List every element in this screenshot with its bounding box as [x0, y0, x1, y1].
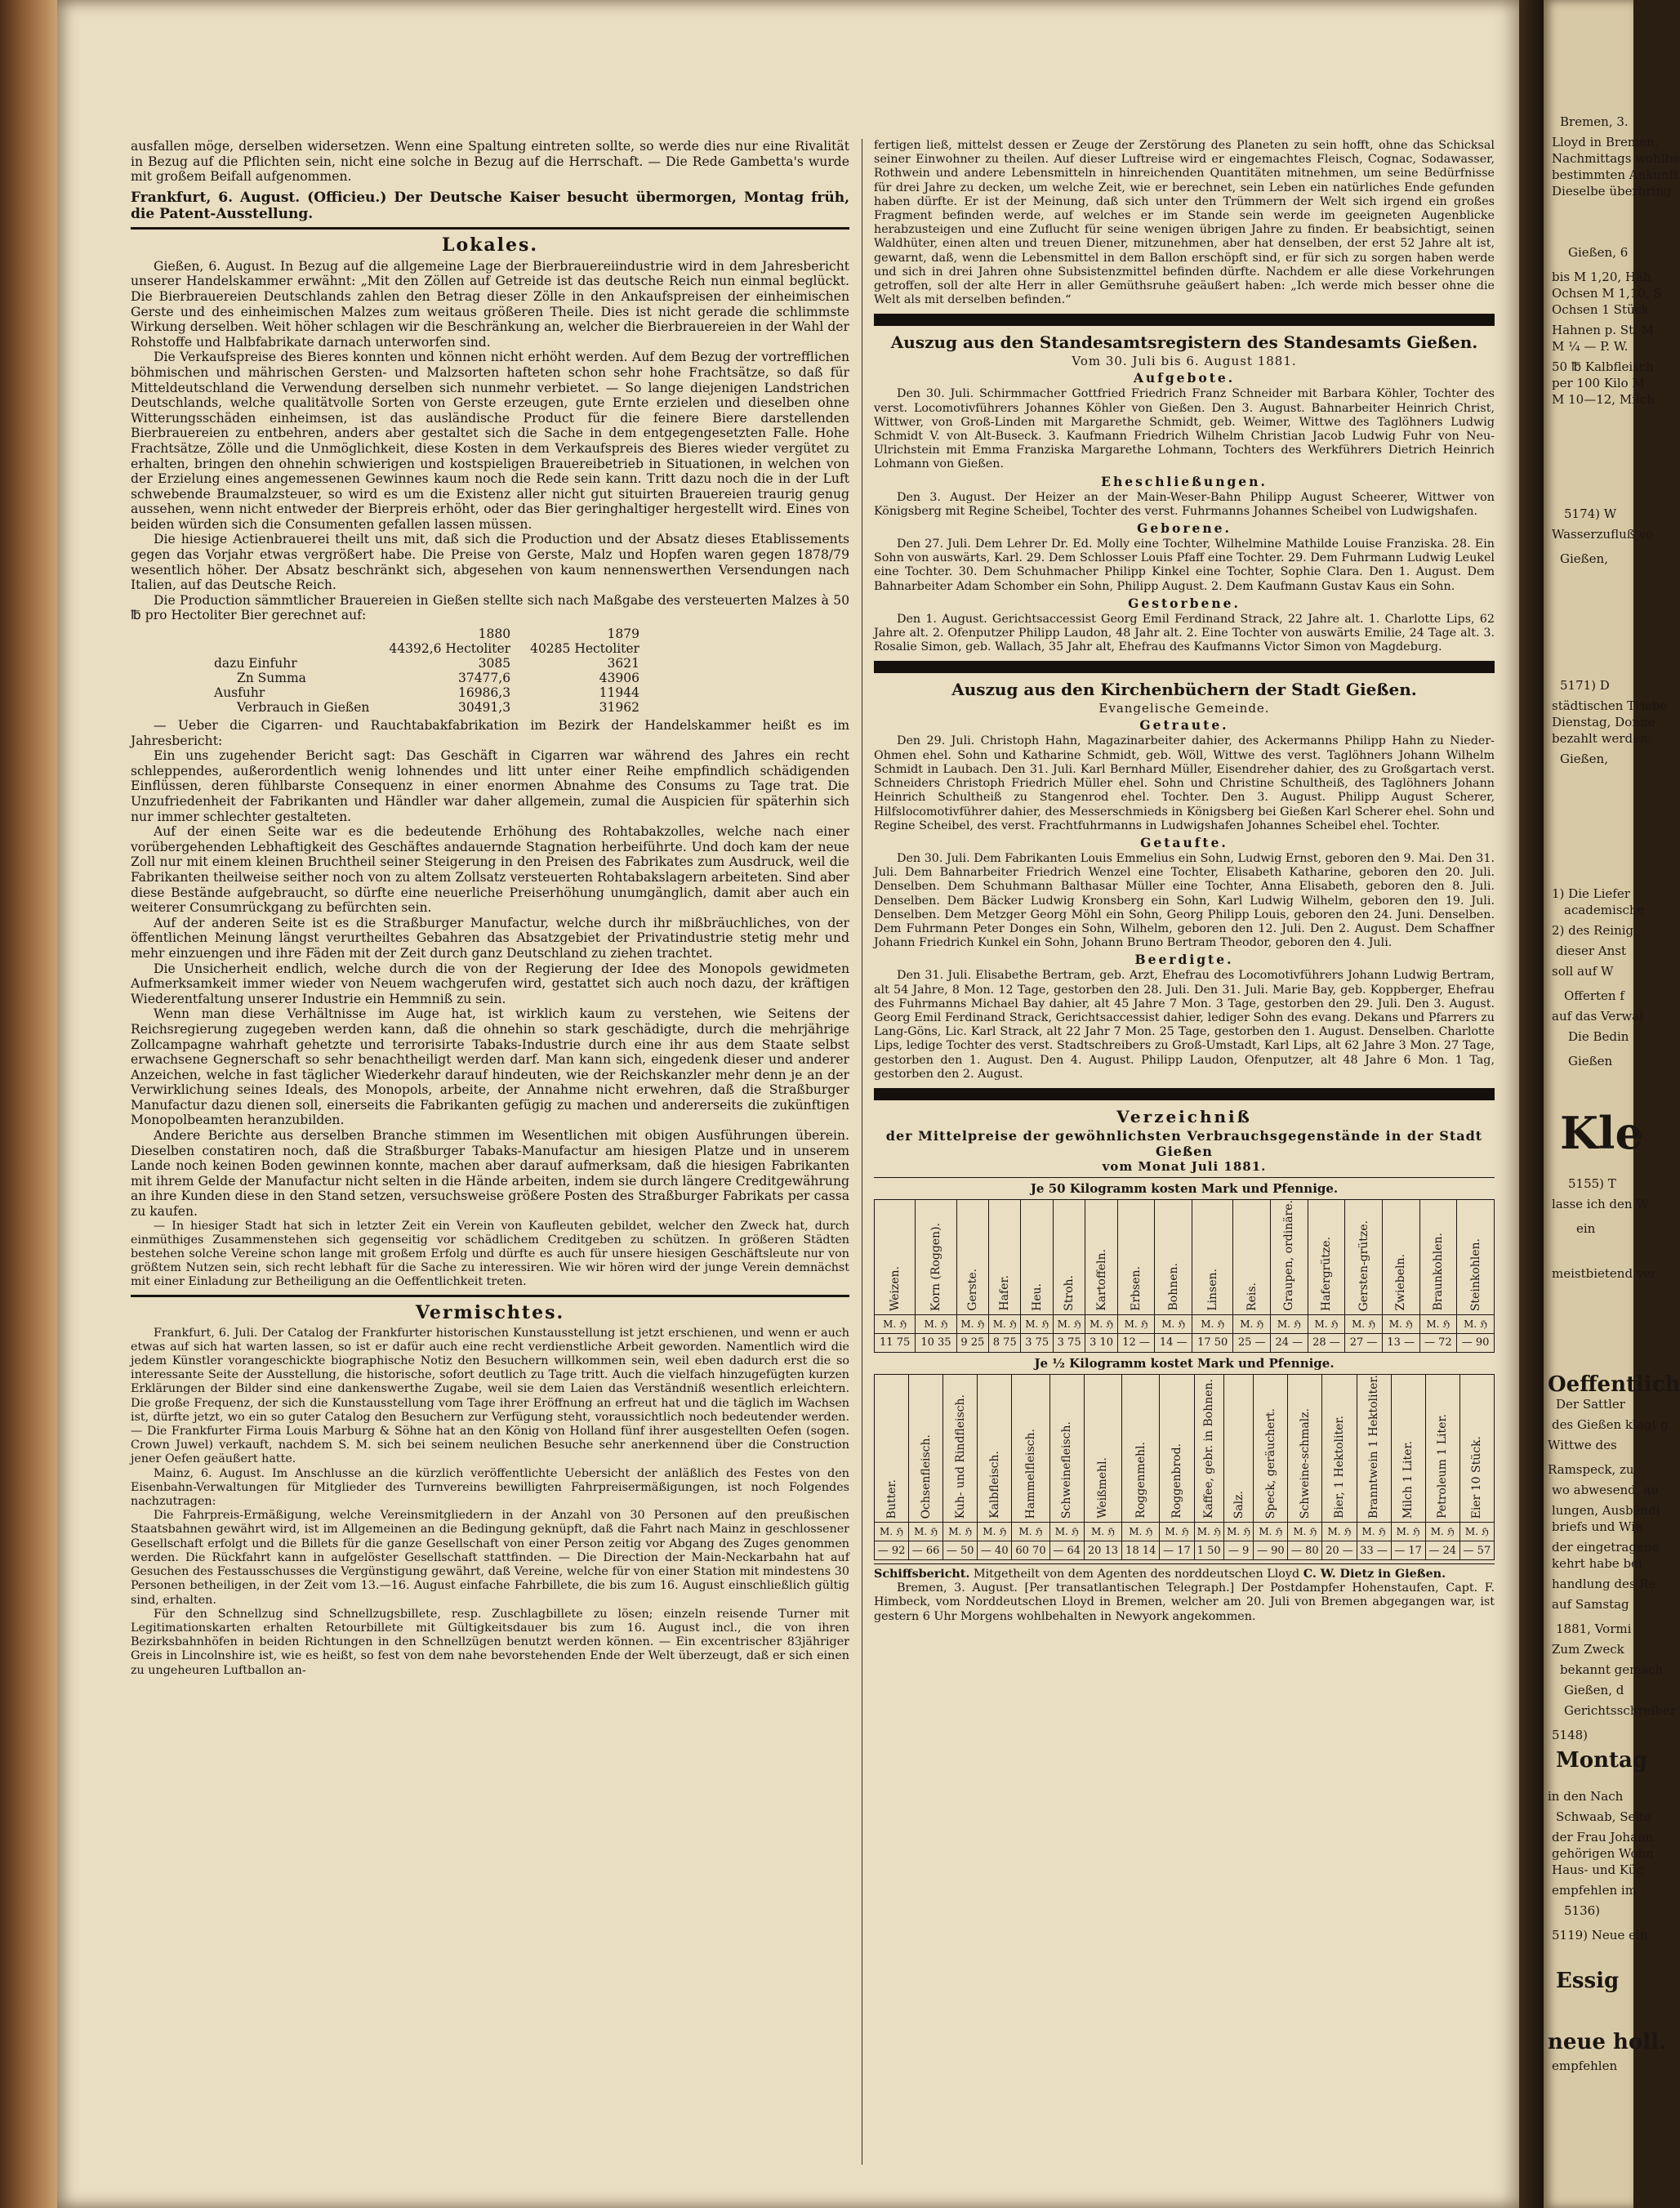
lokales-paragraph-9: Die Unsicherheit endlich, welche durch die von der Regierung der Idee des Monopols gewidmeten Aufmerksamkeit immer wieder von Neuem wachgerufen wird, gestattet sich auch noch dazu, der kräftigen Wiederentfaltung unserer Industrie ein Hemmniß zu sein. — [131, 961, 849, 1006]
adjacent-page-fragment: Hahnen p. St. M — [1552, 323, 1654, 337]
table-unit-cell: M. ℌ — [989, 1314, 1021, 1333]
table-cell: — 17 — [1391, 1541, 1425, 1560]
table-column-header: Speck, geräuchert. — [1254, 1374, 1288, 1522]
adjacent-page-fragment: der eingetragene — [1552, 1540, 1660, 1555]
adjacent-page-fragment: 5119) Neue ein — [1552, 1928, 1648, 1943]
adjacent-page-fragment: 5155) T — [1568, 1176, 1616, 1191]
table-cell: 3 75 — [1021, 1333, 1053, 1352]
table-column-header: Roggenbrod. — [1160, 1374, 1194, 1522]
table-column-header: Eier 10 Stück. — [1459, 1374, 1494, 1522]
adjacent-page-fragment: 1) Die Liefer — [1552, 886, 1630, 901]
balloon-story: fertigen ließ, mittelst dessen er Zeuge der Zerstörung des Planeten zu sein hofft, ohne das Schicksal seiner Einwohner zu theilen. Auf dieser Luftreise wird er eingemachtes Fleisch, Cognac, Sodawasser, Rothwein und andere Lebensmitteln in hinreichenden Quantitäten mitnehmen, um seine Bedürfnisse für drei Jahre zu decken, um welche Zeit, wie er berechnet, sein Leben ein natürliches Ende gefunden haben dürfte. Er ist der Meinung, daß sich unter den Trümmern der Welt sich irgend ein großes Fragment befinden werde, auf welches er im Stande sein werde im geeigneten Augenblicke herabzusteigen und eine Zuflucht für seine wenigen übrigen Jahre zu finden. Er beabsichtigt, seinen Waldhüter, einen alten und treuen Diener, mitzunehmen, aber hat denselben, der erst 52 Jahre alt ist, gewarnt, daß, wenn die Lebensmittel in dem Ballon erschöpft sind, er für sich zu sorgen haben werde und sich in drei Jahren ohne Subsistenzmittel befinden dürfte. Nachdem er alle diese Vorkehrungen getroffen, soll der alte Herr in aller Gemüthsruhe geäußert haben: „Ich werde mich besser ohne die Welt als mit derselben befinden.“ — [874, 139, 1495, 307]
schiffsbericht-text: Bremen, 3. August. [Per transatlantischen Telegraph.] Der Postdampfer Hohenstaufen, Capt. F. Himbeck, vom Norddeutschen Lloyd in Bremen, welcher am 20. Juli von Bremen abgegangen war, ist gestern 6 Uhr Morgens wohlbehalten in Newyork angekommen. — [874, 1581, 1495, 1623]
table-unit-cell: M. ℌ — [1322, 1523, 1357, 1541]
table-cell: — 17 — [1160, 1541, 1194, 1560]
table-unit-row — [875, 1523, 1495, 1541]
adjacent-page-fragment: Gerichtsschreiber — [1564, 1703, 1676, 1718]
table-unit-cell: M. ℌ — [1021, 1314, 1053, 1333]
geborene-text: Den 27. Juli. Dem Lehrer Dr. Ed. Molly eine Tochter, Wilhelmine Mathilde Louise Franziska. 28. Ein Sohn von auswärts, Karl. 29. Dem Schlosser Louis Pfaff eine Tochter. 29. Dem Fuhrmann Ludwig Leukel eine Tochter. 30. Dem Schuhmacher Philipp Kinkel eine Tochter, Sophie Clara. Den 1. August. Dem Bahnarbeiter Adam Schomber ein Sohn, Philipp August. 2. Dem Kaufmann Gustav Kaus ein Sohn. — [874, 538, 1495, 593]
adjacent-page-fragment: Schwaab, Selte — [1556, 1809, 1652, 1824]
adjacent-page-fragment: 1881, Vormi — [1556, 1621, 1632, 1636]
adjacent-page-fragment: Gießen — [1568, 1054, 1613, 1068]
table-unit-cell: M. ℌ — [978, 1523, 1012, 1541]
table-cell: 14 — — [1155, 1333, 1192, 1352]
table-column-header: Weißmehl. — [1084, 1374, 1121, 1522]
divider — [131, 1295, 849, 1297]
adjacent-page-fragment: Haus- und Küc — [1552, 1862, 1643, 1877]
vermischtes-paragraph-4: Für den Schnellzug sind Schnellzugsbillete, resp. Zuschlagbillete zu lösen; einzeln reisende Turner mit Legitimationskarten erhalten Retourbillete mit Gültigkeitsdauer bis zum 16. August incl., die von ihren Bezirksbahnhöfen in beiden Richtungen in den Schnellzügen benutzt werden können. — Ein excentrischer 83jähriger Greis in Lincolnshire ist, wie es heißt, so fest von dem nahe bevorstehenden Ende der Welt überzeugt, daß er sich einen zu ungeheuren Luftballon an- — [131, 1607, 849, 1677]
adjacent-page-fragment: Gießen, — [1560, 752, 1608, 766]
getraute-text: Den 29. Juli. Christoph Hahn, Magazinarbeiter dahier, des Ackermanns Philipp Hahn zu Nieder-Ohmen ehel. Sohn und Katharine Schmidt, geb. Wöll, Wittwe des verst. Taglöhners Johann Wilhelm Schmidt in Laubach. Den 31. Juli. Karl Bernhard Müller, Eisendreher dahier, des zu Großgartach verst. Schneiders Christoph Friedrich Müller ehel. Sohn und Christine Schultheiß, des Taglöhners Johann Heinrich Schultheiß zu Stangenrod ehel. Tochter. Den 3. August. Philipp August Scherer, Hilfslocomotivführer dahier, des Messerschmieds in Königsberg bei Gießen Karl Scherer ehel. Sohn und Regine Scheibel, des verst. Frachtfuhrmanns in Ludwigshafen Johannes Scheibel ehel. Tochter. — [874, 734, 1495, 832]
table-unit-cell: M. ℌ — [943, 1523, 978, 1541]
adjacent-page-fragment: per 100 Kilo M — [1552, 376, 1645, 390]
table-column-header: Erbsen. — [1117, 1199, 1155, 1314]
table2-caption: Je ½ Kilogramm kostet Mark und Pfennige. — [1034, 1355, 1335, 1371]
table-cell: 20 13 — [1084, 1541, 1121, 1560]
table-cell: — 40 — [978, 1541, 1012, 1560]
adjacent-page-edge — [1544, 0, 1680, 2208]
table-column-header: Gersten-grütze. — [1345, 1199, 1383, 1314]
table-column-header: Butter. — [875, 1374, 909, 1522]
table-unit-cell: M. ℌ — [1233, 1314, 1271, 1333]
frankfurt-note: Frankfurt, 6. August. (Officieu.) Der Deutsche Kaiser besucht übermorgen, Montag früh, die Patent-Ausstellung. — [131, 189, 849, 222]
table-cell: 3 75 — [1053, 1333, 1085, 1352]
adjacent-page-fragment: Lloyd in Bremen, — [1552, 135, 1659, 149]
adjacent-page-fragment: empfehlen im — [1552, 1883, 1637, 1898]
getaufte-text: Den 30. Juli. Dem Fabrikanten Louis Emmelius ein Sohn, Ludwig Ernst, geboren den 9. Mai. Den 31. Juli. Dem Bahnarbeiter Friedrich Wenzel eine Tochter, Elisabeth Katharine, geboren den 20. Juli. Denselben. Dem Schuhmann Balthasar Müller eine Tochter, Anna Elisabeth, geboren den 8. Juli. Denselben. Dem Bäcker Ludwig Kronsberg ein Sohn, Karl Ludwig Wilhelm, geboren den 19. Juli. Denselben. Dem Metzger Georg Möhl ein Sohn, Georg Philipp Louis, geboren den 24. Juni. Denselben. Dem Fuhrmann Peter Donges ein Sohn, Wilhelm, geboren den 12. Juli. Den 2. August. Dem Schaffner Johann Friedrich Kunkel ein Sohn, Johann Bruno Bertram Theodor, geboren den 4. Juli. — [874, 851, 1495, 950]
adjacent-page-fragment: lasse ich den W — [1552, 1197, 1649, 1211]
adjacent-page-fragment: meistbietend ver — [1552, 1266, 1657, 1281]
table-column-header: Hafer. — [989, 1199, 1021, 1314]
left-column — [131, 139, 849, 1678]
adjacent-page-fragment: briefs und Wie — [1552, 1519, 1642, 1534]
table-unit-cell: M. ℌ — [1049, 1523, 1084, 1541]
aufgebote-heading: Aufgebote. — [1133, 370, 1236, 386]
stat-row: Ausfuhr 16986,3 11944 — [214, 685, 639, 701]
table-unit-cell: M. ℌ — [1117, 1314, 1155, 1333]
table-unit-cell: M. ℌ — [1345, 1314, 1383, 1333]
price-table-half-kg — [874, 1374, 1495, 1560]
stat-year-1879: 1879 — [607, 627, 639, 642]
getraute-heading: Getraute. — [1139, 717, 1229, 734]
table-cell: — 92 — [875, 1541, 909, 1560]
adjacent-page-fragment: Die Bedin — [1568, 1029, 1629, 1044]
table-unit-cell: M. ℌ — [1084, 1523, 1121, 1541]
table-cell: — 24 — [1425, 1541, 1459, 1560]
gestorbene-heading: Gestorbene. — [1128, 595, 1241, 611]
vermischtes-heading: Vermischtes. — [415, 1301, 565, 1323]
page-gutter — [1519, 0, 1544, 2208]
table-cell: 1 50 — [1194, 1541, 1223, 1560]
standesamt-heading: Auszug aus den Standesamtsregistern des Standesamts Gießen. — [890, 332, 1478, 353]
adjacent-page-fragment: soll auf W — [1552, 964, 1614, 979]
table-column-header: Schweinefleisch. — [1049, 1374, 1084, 1522]
schiffsbericht-intro: Mitgetheilt von dem Agenten des norddeutschen Lloyd — [973, 1568, 1300, 1581]
divider — [874, 1563, 1495, 1564]
table-column-header: Ochsenfleisch. — [909, 1374, 943, 1522]
table-unit-cell: M. ℌ — [909, 1523, 943, 1541]
table-unit-cell: M. ℌ — [1425, 1523, 1459, 1541]
adjacent-page-fragment: städtischen Triebe — [1552, 698, 1668, 713]
divider — [131, 227, 849, 230]
stat-row: 44392,6 Hectoliter 40285 Hectoliter — [389, 641, 639, 657]
table-column-header: Heu. — [1021, 1199, 1053, 1314]
lokales-heading: Lokales. — [441, 234, 539, 256]
kirchen-heading: Auszug aus den Kirchenbüchern der Stadt Gießen. — [951, 680, 1417, 700]
adjacent-page-fragment: Der Sattler — [1556, 1397, 1625, 1412]
table-column-header: Linsen. — [1192, 1199, 1233, 1314]
table-unit-cell: M. ℌ — [1459, 1523, 1494, 1541]
table-cell: — 50 — [943, 1541, 978, 1560]
table-cell: 60 70 — [1012, 1541, 1049, 1560]
table-unit-cell: M. ℌ — [875, 1523, 909, 1541]
ehe-heading: Eheschließungen. — [1101, 473, 1268, 489]
table-cell: 12 — — [1117, 1333, 1155, 1352]
adjacent-page-fragment: Nachmittags wohlbe — [1552, 151, 1680, 166]
table-cell: 20 — — [1322, 1541, 1357, 1560]
adjacent-page-fragment: Wasserzufluß vo — [1552, 527, 1654, 542]
beerdigte-heading: Beerdigte. — [1134, 952, 1234, 968]
table-cell: 10 35 — [916, 1333, 956, 1352]
adjacent-page-fragment: handlung des Re — [1552, 1577, 1656, 1591]
aufgebote-text: Den 30. Juli. Schirmmacher Gottfried Friedrich Franz Schneider mit Barbara Köhler, Tochter des verst. Locomotivführers Johannes Köhler von Gießen. Den 3. August. Bahnarbeiter Heinrich Christ, Wittwer, von Groß-Linden mit Margarethe Schmidt, geb. Weimer, Wittwe des Taglöhners Ludwig Schmidt V. von Alt-Buseck. 3. Kaufmann Friedrich Wilhelm Christian Jacob Ludwig Fuhr von Neu-Ulrichstein mit Emma Franziska Margarethe Lohmann, Tochters des Werkführers Dietrich Heinrich Lohmann von Gießen. — [874, 387, 1495, 471]
table-cell: — 90 — [1457, 1333, 1495, 1352]
book-spine — [0, 0, 57, 2208]
adjacent-page-fragment: ein — [1576, 1221, 1596, 1236]
table-column-header: Stroh. — [1053, 1199, 1085, 1314]
lokales-paragraph-5: — Ueber die Cigarren- und Rauchtabakfabrikation im Bezirk der Handelskammer heißt es im Jahresbericht: — [131, 718, 849, 748]
table1-caption: Je 50 Kilogramm kosten Mark und Pfennige. — [1030, 1180, 1339, 1196]
table-unit-cell: M. ℌ — [1357, 1523, 1391, 1541]
brewery-statistics-table — [204, 627, 649, 715]
adjacent-page-fragment: Offerten f — [1564, 988, 1624, 1003]
adjacent-page-fragment: auf Samstag — [1552, 1597, 1629, 1612]
table-unit-cell: M. ℌ — [1160, 1523, 1194, 1541]
table-column-header: Korn (Roggen). — [916, 1199, 956, 1314]
stat-year-1880: 1880 — [478, 627, 511, 642]
verzeichnis-month: vom Monat Juli 1881. — [1102, 1158, 1267, 1174]
adjacent-page-fragment: dieser Anst — [1556, 943, 1627, 958]
adjacent-page-fragment: 2) des Reinig — [1552, 923, 1634, 938]
adjacent-page-fragment: academische — [1564, 903, 1645, 917]
adjacent-page-fragment: bezahlt werden. — [1552, 731, 1652, 746]
adjacent-page-fragment: 50 ℔ Kalbfleisch — [1552, 359, 1654, 374]
verzeichnis-subheading: der Mittelpreise der gewöhnlichsten Verbrauchsgegenstände in der Stadt Gießen — [885, 1127, 1483, 1159]
table-column-header: Reis. — [1233, 1199, 1271, 1314]
table-unit-cell: M. ℌ — [1288, 1523, 1322, 1541]
lokales-paragraph-12: — In hiesiger Stadt hat sich in letzter Zeit ein Verein von Kaufleuten gebildet, welcher den Zweck hat, durch einmüthiges Zusammenstehen sich gegenseitig vor schädlichem Creditgeben zu schützen. In größeren Städten bestehen solche Vereine schon lange mit großem Erfolg und dürfte es auch für unsere hiesigen Geschäftsleute nur von größtem Nutzen sein, sich recht lebhaft für die Sache zu interessiren. Wie wir hören wird der junge Verein demnächst mit einer Einladung zur Betheiligung an die Oeffentlichkeit treten. — [131, 1219, 849, 1289]
table-cell: — 66 — [909, 1541, 943, 1560]
adjacent-page-fragment: des Gießen klagt g — [1552, 1417, 1669, 1432]
black-bar — [874, 1088, 1495, 1100]
lokales-paragraph-11: Andere Berichte aus derselben Branche stimmen im Wesentlichen mit obigen Ausführungen überein. Dieselben constatiren noch, daß die Straßburger Tabaks-Manufactur am hiesigen Platze und in unserem Lande noch keinen Boden gewinnen konnte, machen aber darauf aufmerksam, daß die hiesigen Fabrikanten mit ihrem Gelde der Manufactur nicht selten in die Hände arbeiten, indem sie durch längere Creditgewährung an ihre Kunden diese in den Stand setzen, versuchsweise größere Posten des Straßburger Fabrikats per cassa zu kaufen. — [131, 1128, 849, 1220]
table-unit-cell: M. ℌ — [1053, 1314, 1085, 1333]
schiffsbericht — [874, 1568, 1495, 1581]
table-unit-cell: M. ℌ — [1382, 1314, 1419, 1333]
table-unit-cell: M. ℌ — [1192, 1314, 1233, 1333]
table-column-header: Bohnen. — [1155, 1199, 1192, 1314]
adjacent-page-fragment: Oeffentlich — [1548, 1372, 1680, 1397]
verzeichnis-heading: Verzeichniß — [1116, 1106, 1252, 1126]
table-cell: — 57 — [1459, 1541, 1494, 1560]
table-unit-cell: M. ℌ — [956, 1314, 988, 1333]
table-row — [875, 1541, 1495, 1560]
adjacent-page-fragment: 5136) — [1564, 1903, 1601, 1918]
adjacent-page-fragment: empfehlen — [1552, 2059, 1618, 2073]
adjacent-page-fragment: lungen, Ausbändi — [1552, 1503, 1660, 1518]
adjacent-page-fragment: auf das Verwal — [1552, 1009, 1644, 1024]
table-unit-cell: M. ℌ — [1457, 1314, 1495, 1333]
standesamt-period: Vom 30. Juli bis 6. August 1881. — [1072, 354, 1297, 369]
vermischtes-paragraph-3: Die Fahrpreis-Ermäßigung, welche Vereinsmitgliedern in der Anzahl von 30 Personen auf den preußischen Staatsbahnen gewährt wird, ist im Allgemeinen an die Bedingung geknüpft, daß die Fahrt nach Mainz in geschlossener Gesellschaft erfolgt und die Billets für die ganze Gesellschaft von einer Person zeitig vor Abgang des Zuges genommen werden. Die Rückfahrt kann in aufgelöster Gesellschaft stattfinden. — Die Direction der Main-Neckarbahn hat auf Gesuchen des Festausschusses die Vergünstigung gewährt, daß Vereine, welche für von einer Station mit mindestens 30 Personen betheiligen, in der Zeit vom 13.—16. August einfache Fahrbillete, die bis zum 16. August einschließlich gültig sind, erhalten. — [131, 1509, 849, 1607]
adjacent-page-fragment: gehörigen Wohn — [1552, 1846, 1654, 1861]
table-column-header: Hammelfleisch. — [1012, 1374, 1049, 1522]
adjacent-page-fragment: bis M 1,20, Häh — [1552, 270, 1651, 284]
table-cell: 8 75 — [989, 1333, 1021, 1352]
table-column-header: Zwiebeln. — [1382, 1199, 1419, 1314]
adjacent-page-fragment: Ochsen 1 Stück — [1552, 302, 1650, 317]
table-unit-cell: M. ℌ — [1012, 1523, 1049, 1541]
adjacent-page-fragment: M 10—12, Milch — [1552, 392, 1655, 407]
table-cell: 3 10 — [1085, 1333, 1117, 1352]
intro-paragraph: ausfallen möge, derselben widersetzen. Wenn eine Spaltung eintreten sollte, so werde dies nur eine Rivalität in Bezug auf die Pflichten sein, nicht eine solche in Bezug auf die Herrschaft. — Die Rede Gambetta's wurde mit großem Beifall aufgenommen. — [131, 139, 849, 185]
table-unit-cell: M. ℌ — [1419, 1314, 1457, 1333]
schiffsbericht-agent: C. W. Dietz in Gießen. — [1303, 1568, 1446, 1581]
adjacent-page-fragment: wo abwesend, au — [1552, 1483, 1659, 1497]
adjacent-page-fragment: in den Nach — [1548, 1789, 1624, 1804]
table-unit-cell: M. ℌ — [1085, 1314, 1117, 1333]
geborene-heading: Geborene. — [1137, 520, 1232, 537]
adjacent-page-fragment: 5174) W — [1564, 506, 1617, 521]
adjacent-page-fragment: Kle — [1560, 1107, 1643, 1159]
table-header-row — [875, 1374, 1495, 1522]
table-cell: — 72 — [1419, 1333, 1457, 1352]
table-column-header: Weizen. — [875, 1199, 916, 1314]
table-cell: — 9 — [1223, 1541, 1253, 1560]
adjacent-page-fragment: der Frau Johann — [1552, 1830, 1654, 1844]
table-column-header: Hafergrütze. — [1308, 1199, 1345, 1314]
divider — [874, 1177, 1495, 1178]
table-column-header: Braunkohlen. — [1419, 1199, 1457, 1314]
adjacent-page-fragment: Gießen, d — [1564, 1683, 1624, 1697]
table-unit-cell: M. ℌ — [1271, 1314, 1308, 1333]
right-column — [874, 139, 1495, 1624]
black-bar — [874, 314, 1495, 326]
lokales-paragraph-10: Wenn man diese Verhältnisse im Auge hat, ist wirklich kaum zu verstehen, wie Seitens der Reichsregierung zugegeben werden kann, daß die ohnehin so stark geschädigte, durch die mehrjährige Zollcampagne wahrhaft gehetzte und terrorisirte Tabaks-Industrie durch eine ihr aus dem Staate selbst erwachsene Gegnerschaft so sehr benachtheiligt werden darf. Man kann sich, eingedenk dieser und anderer Anzeichen, welche in fast täglicher Wiederkehr darauf hindeuten, wie der Reichskanzler mehr denn je an der Verwirklichung seines Ideals, des Monopols, arbeite, der Annahme nicht erwehren, daß die Straßburger Manufactur dazu dienen soll, einerseits die Fabrikanten gefügig zu machen und andererseits die zukünftigen Monopolbeamten heranzubilden. — [131, 1006, 849, 1128]
table-column-header: Bier, 1 Hektoliter. — [1322, 1374, 1357, 1522]
lokales-paragraph-7: Auf der einen Seite war es die bedeutende Erhöhung des Rohtabakzolles, welche nach einer vorübergehenden Lebhaftigkeit des Geschäftes andauernde Stagnation herbeiführte. Und doch kam der neue Zoll nur mit einem kleinen Bruchtheil seiner Steigerung in den Preisen des Fabrikates zum Ausdruck, weil die Fabrikanten theilweise seither noch von zu altem Zollsatz versteuerten Rohtabakslagern arbeiteten. Sind aber diese Bestände aufgebraucht, so dürfte eine neuerliche Preiserhöhung unumgänglich, damit aber auch ein weiterer Consumrückgang zu befürchten sein. — [131, 824, 849, 916]
table-unit-row — [875, 1314, 1495, 1333]
table-column-header: Kalbfleisch. — [978, 1374, 1012, 1522]
lokales-paragraph-4: Die Production sämmtlicher Brauereien in Gießen stellte sich nach Maßgabe des versteuerten Malzes à 50 ℔ pro Hectoliter Bier gerechnet auf: — [131, 592, 849, 623]
black-bar — [874, 661, 1495, 673]
stat-row: Verbrauch in Gießen 30491,3 31962 — [237, 700, 639, 716]
table-cell: 27 — — [1345, 1333, 1383, 1352]
adjacent-page-fragment: neue holl. — [1548, 2030, 1666, 2054]
adjacent-page-fragment: Montag — [1556, 1748, 1648, 1773]
adjacent-page-fragment: Dieselbe überbring — [1552, 184, 1672, 198]
table-unit-cell: M. ℌ — [916, 1314, 956, 1333]
adjacent-page-fragment: M ¼ — P. W. — [1552, 339, 1629, 354]
table-column-header: Steinkohlen. — [1457, 1199, 1495, 1314]
adjacent-page-fragment: 5171) D — [1560, 678, 1610, 693]
table-cell: 18 14 — [1122, 1541, 1160, 1560]
table-cell: — 64 — [1049, 1541, 1084, 1560]
table-column-header: Milch 1 Liter. — [1391, 1374, 1425, 1522]
table-unit-cell: M. ℌ — [1155, 1314, 1192, 1333]
table-header-row — [875, 1199, 1495, 1314]
table-unit-cell: M. ℌ — [1254, 1523, 1288, 1541]
table-column-header: Gerste. — [956, 1199, 988, 1314]
adjacent-page-fragment: Essig — [1556, 1969, 1620, 1993]
table-unit-cell: M. ℌ — [1194, 1523, 1223, 1541]
table-unit-cell: M. ℌ — [875, 1314, 916, 1333]
lokales-paragraph-3: Die hiesige Actienbrauerei theilt uns mit, daß sich die Production und der Absatz dieses Etablissements gegen das Vorjahr etwas vergrößert habe. Die Preise von Gerste, Malz und Hopfen waren gegen 1878/79 wesentlich höher. Der Absatz beschränkt sich, abgesehen von kaum nennenswerthen Versendungen nach Italien, auf das Deutsche Reich. — [131, 532, 849, 593]
table-column-header: Branntwein 1 Hektoliter. — [1357, 1374, 1391, 1522]
table-column-header: Salz. — [1223, 1374, 1253, 1522]
table-cell: 25 — — [1233, 1333, 1271, 1352]
adjacent-page-fragment: bekannt gemach — [1560, 1662, 1664, 1677]
adjacent-page-fragment: Gießen, 6 — [1568, 245, 1629, 260]
table-column-header: Schweine-schmalz. — [1288, 1374, 1322, 1522]
newspaper-page — [57, 0, 1519, 2208]
adjacent-page-fragment: 5148) — [1552, 1728, 1589, 1742]
table-cell: 17 50 — [1192, 1333, 1233, 1352]
ehe-text: Den 3. August. Der Heizer an der Main-Weser-Bahn Philipp August Scheerer, Wittwer von Königsberg mit Regine Scheibel, Tochter des verst. Fuhrmanns Johannes Scheibel von Ludwigshafen. — [874, 490, 1495, 518]
lokales-paragraph-2: Die Verkaufspreise des Bieres konnten und können nicht erhöht werden. Auf dem Bezug der vortrefflichen böhmischen und mährischen Gersten- und Malzsorten hafteten schon sehr hohe Frachtsätze, so daß für Mitteldeutschland die Verwendung derselben sich nunmehr verbietet. — So lange diejenigen Landstrichen Deutschlands, welche qualitätvolle Sorten von Gerste erzeugen, gute Ernte erzielen und dieselben ohne Witterungsschäden einheimsen, ist das ausländische Product für die feinere Biere darstellenden Bierbrauereien zu entbehren, anders aber gestaltet sich die Sache in dem entgegengesetzten Falle. Hohe Frachtsätze, Zölle und die Unmöglichkeit, diese Kosten in dem Verkaufspreis des Bieres wieder vergütet zu erhalten, bringen den ohnehin schwierigen und kostspieligen Brauereibetrieb in Situationen, in welchen von der Erzielung eines angemessenen Gewinnes kaum noch die Rede sein kann. Tritt dazu noch die in der Luft schwebende Braumalzsteuer, so wird es um die Existenz aller nicht gut situirten Brauereien traurig genug aussehen, wenn nicht entweder der Bierpreis erhöht, oder das Bier geringhaltiger hergestellt wird. Eines von beiden würden sich die Consumenten gefallen lassen müssen. — [131, 350, 849, 532]
adjacent-page-fragment: Dienstag, Donne — [1552, 715, 1655, 729]
table-column-header: Petroleum 1 Liter. — [1425, 1374, 1459, 1522]
price-table-50kg — [874, 1199, 1495, 1353]
adjacent-page-fragment: Ochsen M 1,10, S — [1552, 286, 1662, 301]
gestorbene-text: Den 1. August. Gerichtsaccessist Georg Emil Ferdinand Strack, 22 Jahre alt. 1. Charlotte Lips, 62 Jahre alt. 2. Ofenputzer Philipp Laudon, 48 Jahr alt. 2. Eine Tochter von auswärts Emilie, 24 Tage alt. 3. Rosalie Simon, geb. Wallach, 35 Jahr alt, Ehefrau des Kaufmanns Victor Simon von Magdeburg. — [874, 612, 1495, 654]
table-column-header: Kaffee, gebr. in Bohnen. — [1194, 1374, 1223, 1522]
table-column-header: Kartoffeln. — [1085, 1199, 1117, 1314]
table-cell: 24 — — [1271, 1333, 1308, 1352]
kirchen-subheading: Evangelische Gemeinde. — [1098, 701, 1270, 716]
adjacent-page-fragment: Ramspeck, zu — [1548, 1462, 1634, 1477]
table-unit-cell: M. ℌ — [1391, 1523, 1425, 1541]
adjacent-page-fragment: Gießen, — [1560, 551, 1608, 566]
vermischtes-paragraph-2: Mainz, 6. August. Im Anschlusse an die kürzlich veröffentlichte Uebersicht der anläßlich des Festes von den Eisenbahn-Verwaltungen für Mitglieder des Turnvereins bewilligten Fahrpreisermäßigungen, ist noch Folgendes nachzutragen: — [131, 1466, 849, 1509]
stat-row: dazu Einfuhr 3085 3621 — [214, 656, 639, 671]
table-cell: 9 25 — [956, 1333, 988, 1352]
adjacent-page-fragment: Zum Zweck — [1552, 1642, 1624, 1657]
table-row — [875, 1333, 1495, 1352]
table-unit-cell: M. ℌ — [1308, 1314, 1345, 1333]
beerdigte-text: Den 31. Juli. Elisabethe Bertram, geb. Arzt, Ehefrau des Locomotivführers Johann Ludwig Bertram, alt 54 Jahre, 8 Mon. 12 Tage, gestorben den 28. Juli. Den 31. Juli. Marie Bay, geb. Koppberger, Ehefrau des Fuhrmanns Michael Bay dahier, alt 45 Jahre 7 Mon. 3 Tage, gestorben den 29. Juli. Den 3. August. Georg Emil Ferdinand Strack, Gerichtsaccessist dahier, lediger Sohn des evang. Dekans und Pfarrers zu Lang-Göns, Lic. Karl Strack, alt 22 Jahr 7 Mon. 25 Tage, gestorben den 1. August. Denselben. Charlotte Lips, ledige Tochter des verst. Stadtschreibers zu Groß-Umstadt, Karl Lips, alt 62 Jahre 3 Mon. 27 Tage, gestorben den 1. August. Den 4. August. Philipp Laudon, Ofenputzer, alt 48 Jahre 6 Mon. 1 Tag, gestorben den 2. August. — [874, 969, 1495, 1081]
getaufte-heading: Getaufte. — [1140, 834, 1228, 850]
stat-row: Zn Summa 37477,6 43906 — [237, 671, 639, 686]
table-cell: 28 — — [1308, 1333, 1345, 1352]
adjacent-page-fragment: kehrt habe bei — [1552, 1556, 1642, 1571]
lokales-paragraph-8: Auf der anderen Seite ist es die Straßburger Manufactur, welche durch ihr mißbräuchliches, von der öffentlichen Meinung längst verurtheiltes Gebahren das Absatzgebiet der Privatindustrie stetig mehr und mehr einzuengen und ihre Fäden mit der Zeit durch ganz Deutschland zu ziehen trachtet. — [131, 915, 849, 961]
table-cell: 33 — — [1357, 1541, 1391, 1560]
table-cell: — 90 — [1254, 1541, 1288, 1560]
table-column-header: Graupen, ordinäre. — [1271, 1199, 1308, 1314]
adjacent-page-fragment: bestimmten Ankunft — [1552, 167, 1679, 182]
table-cell: 13 — — [1382, 1333, 1419, 1352]
table-unit-cell: M. ℌ — [1122, 1523, 1160, 1541]
lokales-paragraph-1: Gießen, 6. August. In Bezug auf die allgemeine Lage der Bierbrauereiindustrie wird in dem Jahresbericht unserer Handelskammer erwähnt: „Mit den Zöllen auf Getreide ist das deutsche Reich nun einmal beglückt. Die Bierbrauereien Deutschlands zahlen den Betrag dieser Zölle in den Ankaufspreisen der einheimischen Gerste und des einheimischen Malzes zum weitaus größeren Theile. Dies ist nicht gerade die schlimmste Wirkung derselben. Weit höher schlagen wir die Beschränkung an, welcher die Bierbrauereien in der Wahl der Rohstoffe und Halbfabrikate darnach unterworfen sind. — [131, 258, 849, 350]
adjacent-page-fragment: Wittwe des — [1548, 1438, 1617, 1452]
adjacent-page-fragment: Bremen, 3. — [1560, 114, 1629, 129]
table-cell: — 80 — [1288, 1541, 1322, 1560]
table-cell: 11 75 — [875, 1333, 916, 1352]
schiffsbericht-title: Schiffsbericht. — [874, 1568, 970, 1581]
table-unit-cell: M. ℌ — [1223, 1523, 1253, 1541]
table-column-header: Roggenmehl. — [1122, 1374, 1160, 1522]
vermischtes-paragraph-1: Frankfurt, 6. Juli. Der Catalog der Frankfurter historischen Kunstausstellung ist jetzt erschienen, und wenn er auch etwas auf sich hat warten lassen, so ist er dafür auch eine recht verdienstliche Arbeit geworden. Namentlich wird die jedem Künstler vorangeschickte biographische Notiz den Besuchern willkommen sein, weil eben dadurch erst die so interessante Seite der Ausstellung, die historische, sofort deutlich zu Tage tritt. Auch die vielfach hinzugefügten kurzen Erklärungen der Bilder sind eine dankenswerthe Zugabe, weil sie dem Laien das Verständniß wesentlich erleichtern. Die große Frequenz, der sich die Kunstausstellung vom Tage ihrer Eröffnung an erfreut hat und die täglich im Wachsen ist, dürfte jetzt, wo ein so guter Catalog den Besuchern zur Verfügung steht, voraussichtlich noch bedeutender werden. — Die Frankfurter Firma Louis Marburg & Söhne hat an den König von Holland fünf ihrer ausgestellten Oefen (sogen. Crown Juwel) verkauft, nachdem S. M. sich bei seinem neulichen Besuche sehr anerkennend über die Construction jener Oefen geäußert hatte. — [131, 1326, 849, 1466]
lokales-paragraph-6: Ein uns zugehender Bericht sagt: Das Geschäft in Cigarren war während des Jahres ein recht schleppendes, außerordentlich wenig lohnendes und litt unter einer Reihe empfindlich schädigenden Einflüssen, deren fühlbarste Consequenz in einer enormen Abnahme des Consums zu Tage trat. Die Unzufriedenheit der Fabrikanten und Händler war daher allgemein, zumal die Auspicien für späterhin sich nur immer schlechter gestalteten. — [131, 748, 849, 824]
table-column-header: Kuh- und Rindfleisch. — [943, 1374, 978, 1522]
